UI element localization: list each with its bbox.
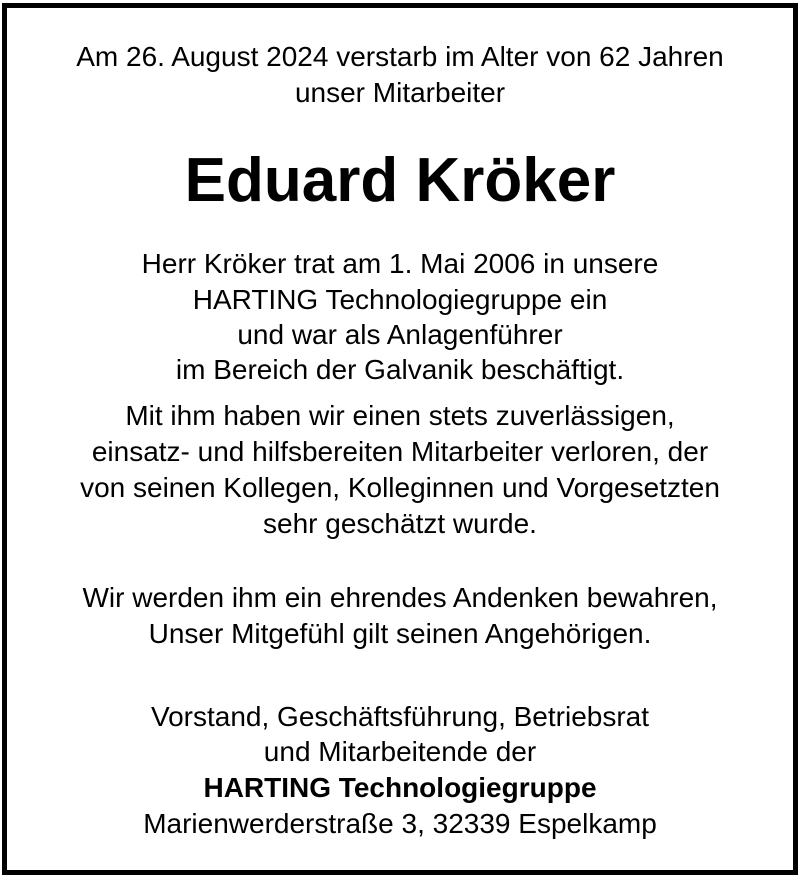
tribute-line-3: von seinen Kollegen, Kolleginnen und Vorgesetzten (80, 472, 720, 503)
career-line-4: im Bereich der Galvanik beschäftigt. (175, 354, 625, 385)
company-address: Marienwerderstraße 3, 32339 Espelkamp (143, 808, 657, 839)
career-line-1: Herr Kröker trat am 1. Mai 2006 in unsere (141, 248, 659, 279)
tribute-line-4: sehr geschätzt wurde. (263, 508, 537, 539)
career-line-2: HARTING Technologiegruppe ein (192, 284, 608, 315)
career-line-3: und war als Anlagenführer (237, 319, 563, 350)
remembrance-line-1: Wir werden ihm ein ehrendes Andenken bewahren, (82, 582, 718, 613)
signature-line-2: und Mitarbeitende der (263, 736, 537, 767)
intro-line-1: Am 26. August 2024 verstarb im Alter von 62 Jahren (76, 41, 724, 72)
signature-line-1: Vorstand, Geschäftsführung, Betriebsrat (150, 701, 650, 732)
intro-line-2: unser Mitarbeiter (294, 77, 506, 108)
tribute-line-2: einsatz- und hilfsbereiten Mitarbeiter verloren, der (91, 436, 709, 467)
tribute-line-1: Mit ihm haben wir einen stets zuverlässigen, (125, 400, 675, 431)
remembrance-line-2: Unser Mitgefühl gilt seinen Angehörigen. (148, 618, 652, 649)
deceased-name: Eduard Kröker (184, 146, 616, 215)
company-name: HARTING Technologiegruppe (203, 772, 597, 803)
